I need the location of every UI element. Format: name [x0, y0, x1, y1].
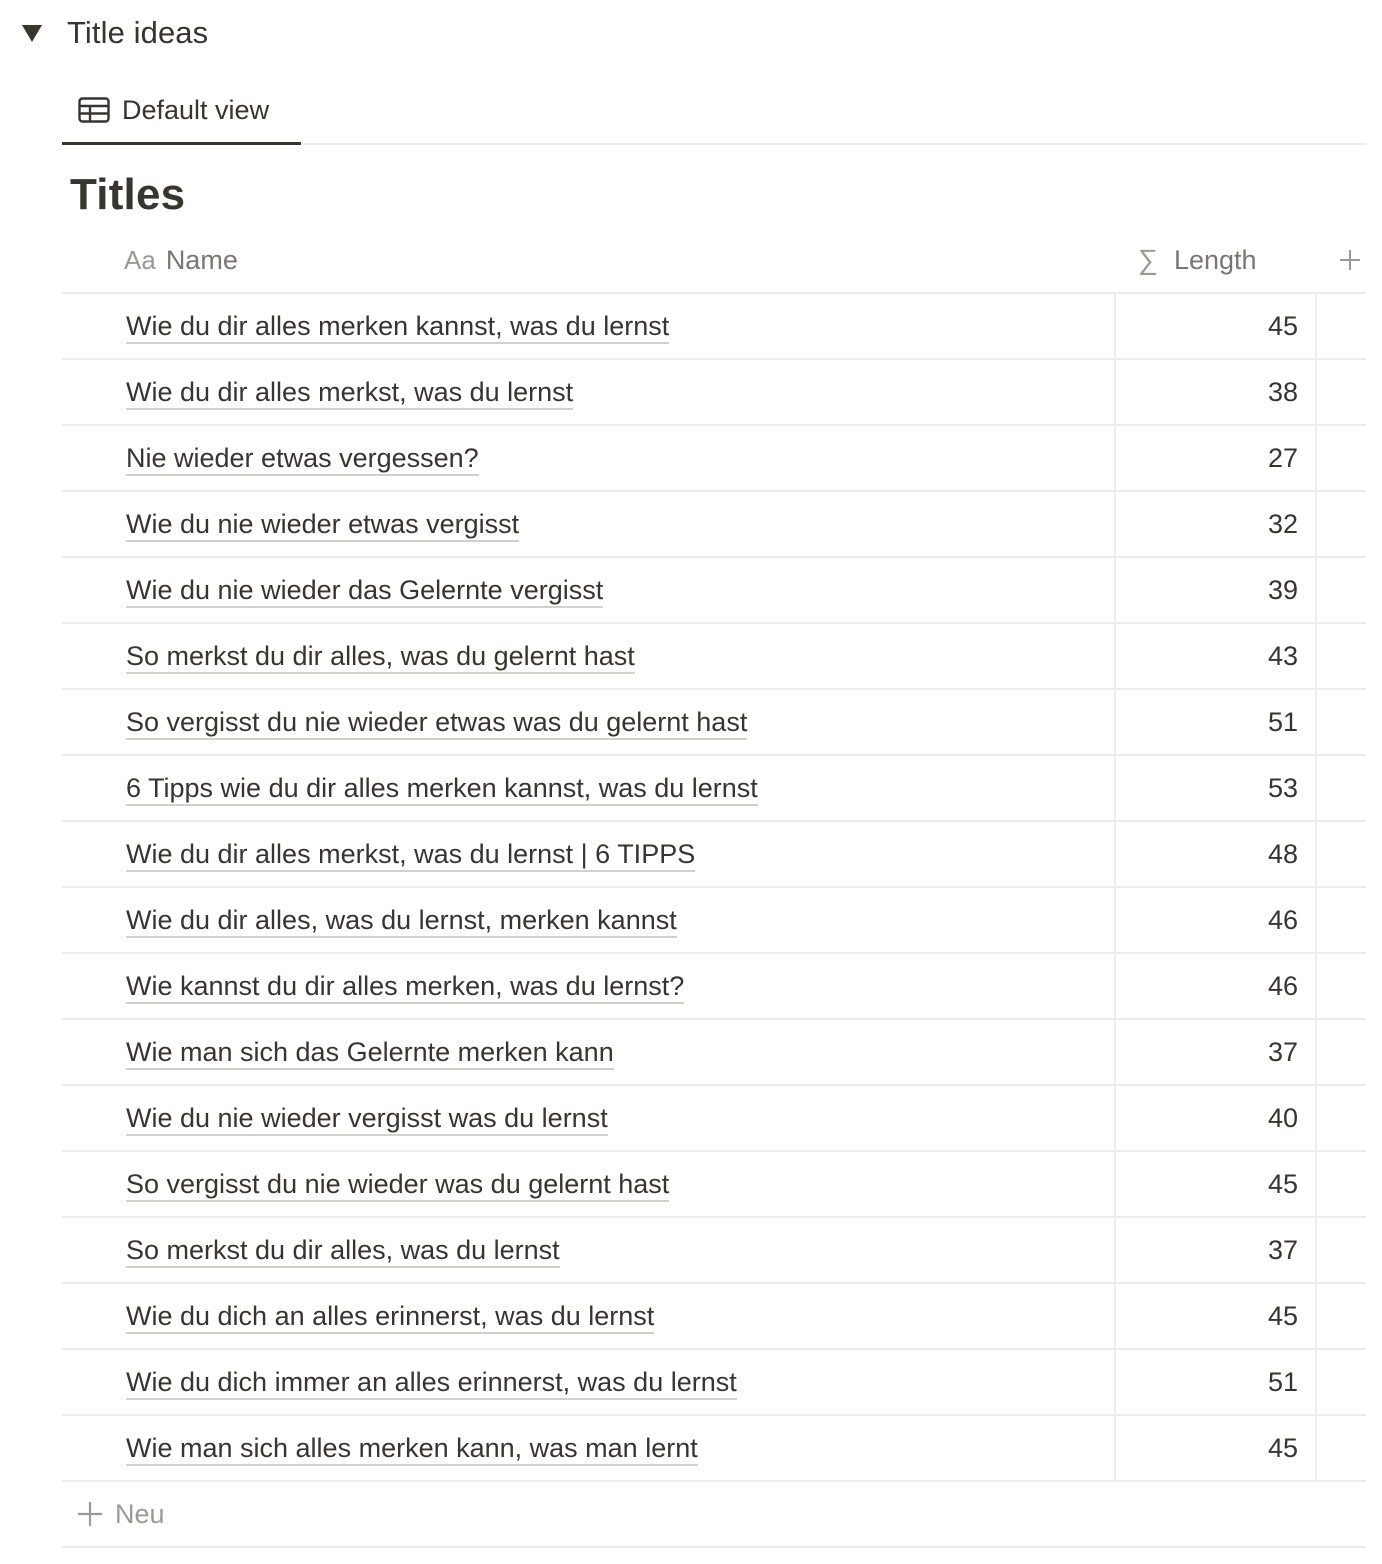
column-header-name[interactable] [124, 228, 238, 292]
cell-length: 46 [1116, 954, 1317, 1018]
database-table [62, 228, 1366, 1548]
cell-name[interactable] [62, 294, 1116, 358]
cell-name[interactable] [62, 558, 1116, 622]
cell-length: 48 [1116, 822, 1317, 886]
cell-name[interactable] [62, 624, 1116, 688]
row-title-link[interactable]: Wie du dir alles merken kannst, was du lernst [126, 310, 669, 344]
cell-name[interactable] [62, 1020, 1116, 1084]
table-row[interactable] [62, 558, 1366, 624]
cell-length: 46 [1116, 888, 1317, 952]
cell-length: 51 [1116, 690, 1317, 754]
row-title-link[interactable]: Wie du dir alles merkst, was du lernst | 6 TIPPS [126, 838, 695, 872]
cell-length: 45 [1116, 1152, 1317, 1216]
tab-label: Default view [122, 94, 270, 125]
database-title[interactable]: Titles [70, 170, 186, 219]
row-title-link[interactable]: So vergisst du nie wieder etwas was du gelernt hast [126, 706, 747, 740]
table-row[interactable] [62, 1350, 1366, 1416]
table-row[interactable] [62, 426, 1366, 492]
column-header-length-label: Length [1173, 244, 1257, 275]
formula-icon: ∑ [1138, 244, 1158, 275]
table-row[interactable] [62, 756, 1366, 822]
table-header [62, 228, 1366, 294]
table-row[interactable] [62, 1020, 1366, 1086]
table-row[interactable] [62, 690, 1366, 756]
cell-length: 51 [1116, 1350, 1317, 1414]
table-row[interactable] [62, 822, 1366, 888]
table-row[interactable] [62, 888, 1366, 954]
cell-length: 45 [1116, 1416, 1317, 1480]
cell-name[interactable] [62, 1350, 1116, 1414]
row-title-link[interactable]: So vergisst du nie wieder was du gelernt hast [126, 1168, 669, 1202]
new-row-label: Neu [115, 1498, 165, 1529]
cell-name[interactable] [62, 1218, 1116, 1282]
row-title-link[interactable]: Wie du dir alles merkst, was du lernst [126, 376, 573, 410]
cell-name[interactable] [62, 492, 1116, 556]
cell-name[interactable] [62, 1152, 1116, 1216]
table-row[interactable] [62, 1284, 1366, 1350]
table-row[interactable] [62, 1416, 1366, 1482]
cell-length: 32 [1116, 492, 1317, 556]
table-row[interactable] [62, 492, 1366, 558]
cell-name[interactable] [62, 888, 1116, 952]
row-title-link[interactable]: Wie man sich alles merken kann, was man lernt [126, 1432, 698, 1466]
add-property-button[interactable] [1332, 242, 1368, 278]
cell-length: 43 [1116, 624, 1317, 688]
cell-length: 39 [1116, 558, 1317, 622]
triangle-down-icon[interactable] [22, 25, 42, 42]
row-title-link[interactable]: Wie du dir alles, was du lernst, merken kannst [126, 904, 677, 938]
cell-length: 37 [1116, 1218, 1317, 1282]
toggle-block[interactable] [18, 10, 208, 56]
plus-icon [1338, 248, 1362, 272]
cell-length: 45 [1116, 294, 1317, 358]
plus-icon [77, 1501, 103, 1527]
table-row[interactable] [62, 1152, 1366, 1218]
view-tabs [62, 78, 1366, 145]
column-header-length[interactable] [1138, 228, 1257, 292]
toggle-title[interactable]: Title ideas [67, 15, 209, 50]
row-title-link[interactable]: Wie du nie wieder vergisst was du lernst [126, 1102, 608, 1136]
column-header-name-label: Name [165, 244, 238, 275]
cell-length: 40 [1116, 1086, 1317, 1150]
row-title-link[interactable]: Nie wieder etwas vergessen? [126, 442, 479, 476]
row-title-link[interactable]: 6 Tipps wie du dir alles merken kannst, was du lernst [126, 772, 758, 806]
cell-name[interactable] [62, 1086, 1116, 1150]
row-title-link[interactable]: Wie du nie wieder etwas vergisst [126, 508, 519, 542]
cell-name[interactable] [62, 954, 1116, 1018]
table-body [62, 294, 1366, 1482]
cell-length: 53 [1116, 756, 1317, 820]
cell-length: 45 [1116, 1284, 1317, 1348]
row-title-link[interactable]: Wie du dich an alles erinnerst, was du lernst [126, 1300, 654, 1334]
row-title-link[interactable]: Wie du nie wieder das Gelernte vergisst [126, 574, 603, 608]
text-property-icon: Aa [124, 244, 156, 275]
cell-length: 37 [1116, 1020, 1317, 1084]
cell-length: 38 [1116, 360, 1317, 424]
cell-length: 27 [1116, 426, 1317, 490]
cell-name[interactable] [62, 756, 1116, 820]
cell-name[interactable] [62, 822, 1116, 886]
cell-name[interactable] [62, 360, 1116, 424]
table-icon [78, 97, 110, 123]
cell-name[interactable] [62, 426, 1116, 490]
row-title-link[interactable]: So merkst du dir alles, was du gelernt hast [126, 640, 635, 674]
row-title-link[interactable]: Wie man sich das Gelernte merken kann [126, 1036, 614, 1070]
row-title-link[interactable]: Wie du dich immer an alles erinnerst, was du lernst [126, 1366, 737, 1400]
table-row[interactable] [62, 360, 1366, 426]
table-row[interactable] [62, 1218, 1366, 1284]
new-row-button[interactable] [62, 1482, 1366, 1548]
cell-name[interactable] [62, 1284, 1116, 1348]
row-title-link[interactable]: Wie kannst du dir alles merken, was du lernst? [126, 970, 684, 1004]
cell-name[interactable] [62, 690, 1116, 754]
table-row[interactable] [62, 954, 1366, 1020]
row-title-link[interactable]: So merkst du dir alles, was du lernst [126, 1234, 560, 1268]
tab-default-view[interactable] [62, 78, 301, 145]
table-row[interactable] [62, 294, 1366, 360]
table-row[interactable] [62, 624, 1366, 690]
cell-name[interactable] [62, 1416, 1116, 1480]
table-row[interactable] [62, 1086, 1366, 1152]
